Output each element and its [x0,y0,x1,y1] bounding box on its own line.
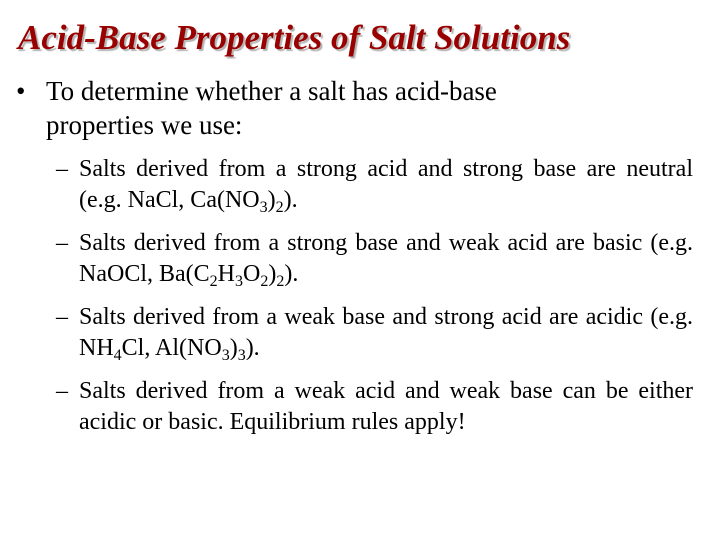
bullet-marker: • [16,76,26,106]
sub-bullet-list [0,154,720,438]
formula-part: ) [267,187,276,213]
sub-bullet-text: Salts derived from a weak acid and weak base can be either acidic or basic. Equilibrium rules apply! [79,378,693,435]
sub-bullet-basic-salts [56,228,693,290]
sub-bullet-text: Salts derived from a weak base and strong acid are acidic (e.g. NH [79,304,693,361]
main-bullet [16,74,606,142]
subscript: 4 [113,347,122,364]
subscript: 2 [276,273,285,290]
formula-part: ). [284,261,299,287]
sub-bullet-marker: – [56,304,68,330]
slide-title: Acid-Base Properties of Salt Solutions [18,18,571,57]
formula-part: H [217,261,235,287]
sub-bullet-text: Salts derived from a strong acid and strong base are neutral (e.g. NaCl, Ca(NO [79,156,693,213]
subscript: 3 [221,347,230,364]
sub-bullet-marker: – [56,230,68,256]
formula-part: ). [245,335,260,361]
sub-bullet-text: Salts derived from a strong base and weak acid are basic (e.g. NaOCl, Ba(C [79,230,693,287]
sub-bullet-neutral-salts [56,154,693,216]
subscript: 3 [237,347,246,364]
formula-part: ) [229,335,238,361]
formula-part: O [243,261,261,287]
sub-bullet-marker: – [56,378,68,404]
formula-part: ) [268,261,277,287]
sub-bullet-marker: – [56,156,68,182]
formula-part: ). [283,187,298,213]
main-bullet-text: To determine whether a salt has acid-base properties we use: [46,76,497,140]
sub-bullet-weak-weak-salts [56,376,693,438]
subscript: 2 [260,273,269,290]
subscript: 3 [235,273,243,290]
slide-body [0,74,720,450]
sub-bullet-acidic-salts [56,302,693,364]
subscript: 3 [259,199,268,216]
formula-part: Cl, Al(NO [121,335,222,361]
subscript: 2 [275,199,284,216]
subscript: 2 [209,273,218,290]
